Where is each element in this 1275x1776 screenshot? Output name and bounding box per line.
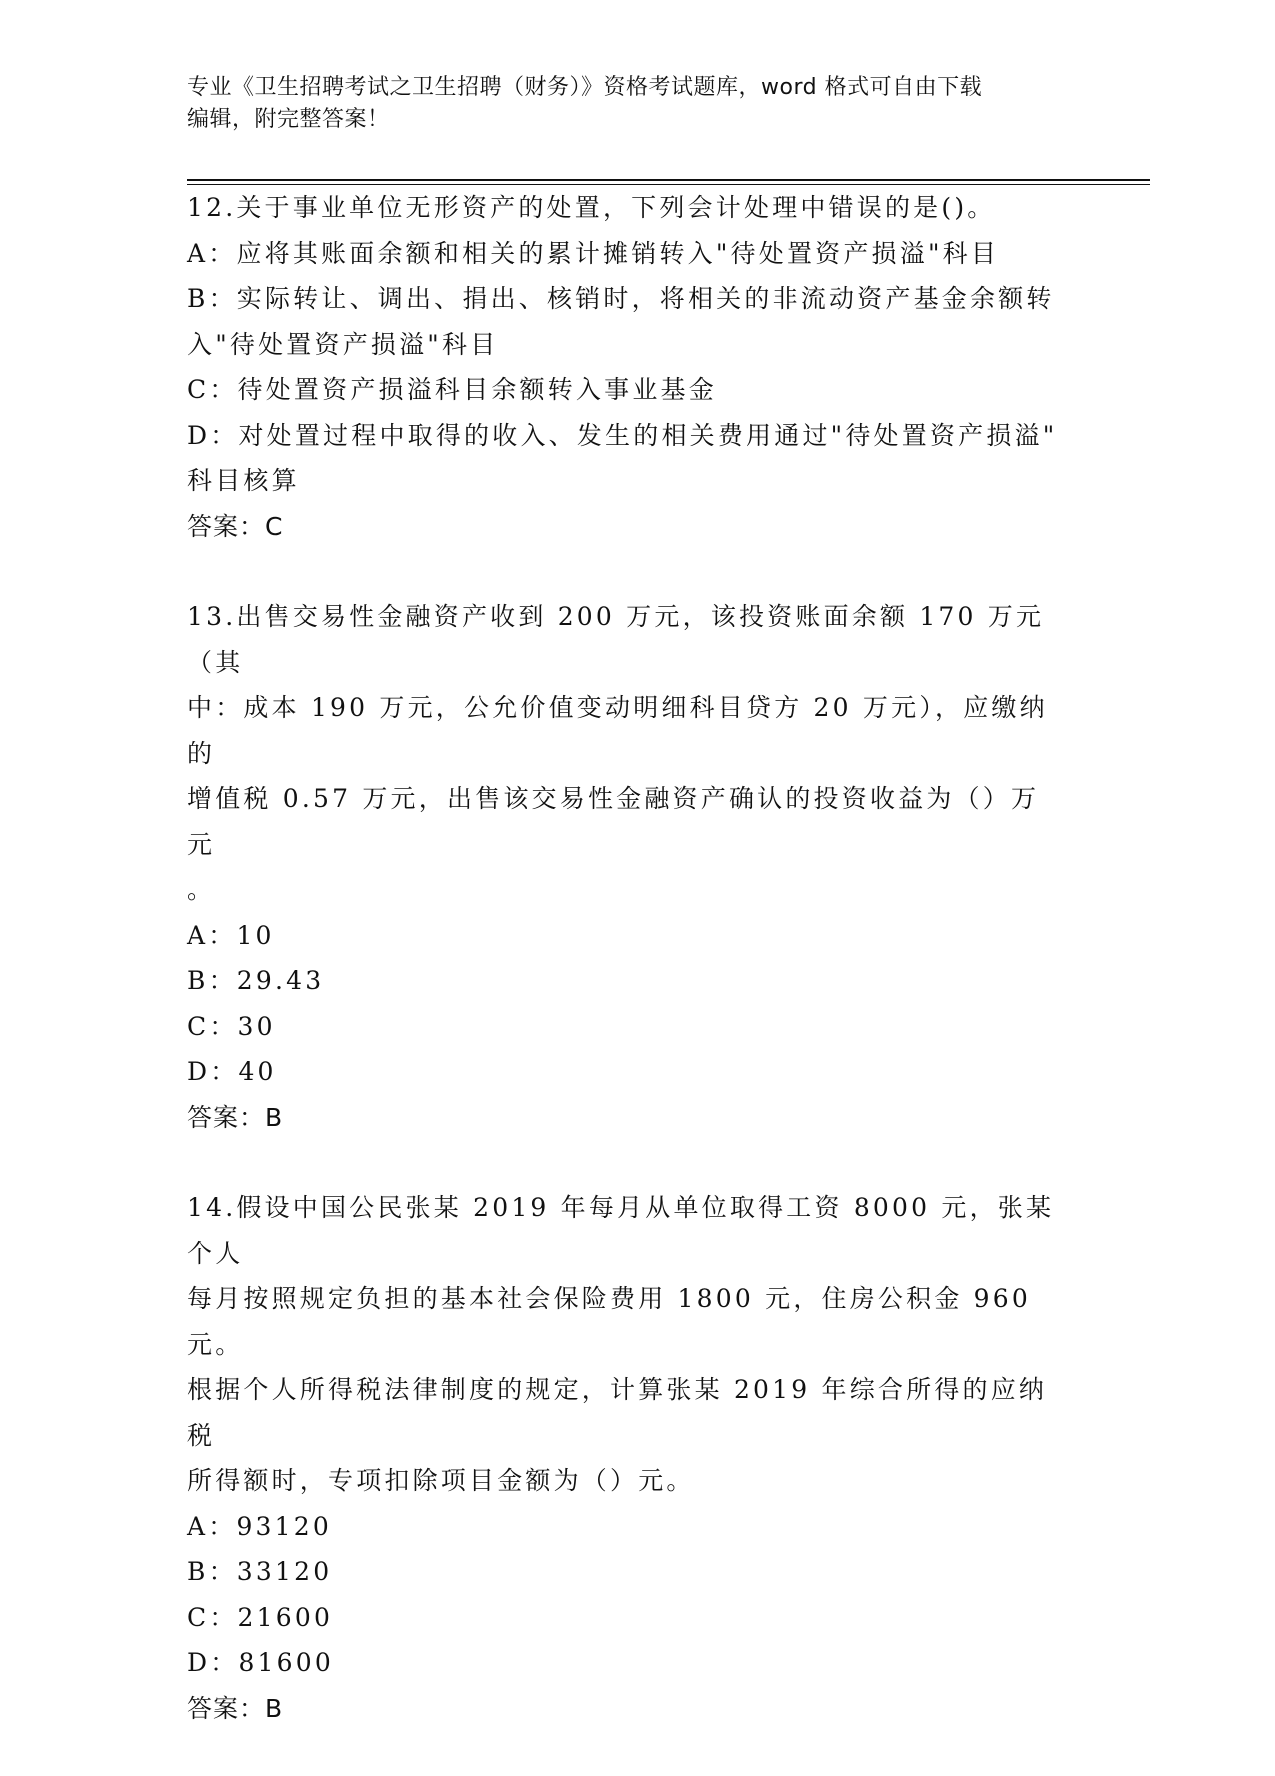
option-line: 科目核算 (187, 466, 300, 495)
answer-line: 答案：B (187, 1693, 284, 1723)
question-line: 中：成本 190 万元，公允价值变动明细科目贷方 20 万元），应缴纳的 (187, 693, 1048, 768)
question-line: 所得额时，专项扣除项目金额为（）元。 (187, 1466, 695, 1495)
option-line: D：81600 (187, 1648, 334, 1677)
option-line: A：10 (187, 920, 275, 950)
document-header (187, 72, 1067, 136)
option-line: B：33120 (187, 1557, 333, 1586)
question-line: 13.出售交易性金融资产收到 200 万元，该投资账面余额 170 万元（其 (187, 602, 1045, 677)
question-list (187, 185, 1067, 1776)
option-line: C：待处置资产损溢科目余额转入事业基金 (187, 375, 717, 404)
answer-line: 答案：C (187, 511, 284, 541)
option-line: D：40 (187, 1057, 277, 1086)
option-line: A：93120 (187, 1511, 332, 1541)
question-line: 14.假设中国公民张某 2019 年每月从单位取得工资 8000 元，张某个人 (187, 1193, 1055, 1268)
option-line: A：应将其账面余额和相关的累计摊销转入"待处置资产损溢"科目 (187, 238, 1000, 268)
option-line: C：21600 (187, 1602, 334, 1632)
option-line: 入"待处置资产损溢"科目 (187, 329, 499, 359)
question-line: 每月按照规定负担的基本社会保险费用 1800 元，住房公积金 960 元。 (187, 1284, 1031, 1359)
option-line: C：30 (187, 1011, 276, 1041)
question-line: 根据个人所得税法律制度的规定，计算张某 2019 年综合所得的应纳税 (187, 1375, 1048, 1450)
question-line: 12.关于事业单位无形资产的处置，下列会计处理中错误的是()。 (187, 193, 996, 222)
option-line: D：对处置过程中取得的收入、发生的相关费用通过"待处置资产损溢" (187, 420, 1058, 450)
question-12 (187, 185, 1067, 549)
option-line: B：实际转让、调出、捐出、核销时，将相关的非流动资产基金余额转 (187, 284, 1055, 313)
question-14 (187, 1185, 1067, 1731)
header-divider-thick (187, 179, 1150, 181)
option-line: B：29.43 (187, 966, 325, 995)
question-13 (187, 594, 1067, 1140)
header-line-2: 编辑，附完整答案！ (187, 107, 390, 132)
question-line: 。 (187, 875, 216, 904)
answer-line: 答案：B (187, 1102, 284, 1132)
question-line: 增值税 0.57 万元，出售该交易性金融资产确认的投资收益为（）万元 (187, 784, 1040, 859)
header-line-1: 专业《卫生招聘考试之卫生招聘（财务）》资格考试题库，word 格式可自由下载 (187, 75, 983, 100)
